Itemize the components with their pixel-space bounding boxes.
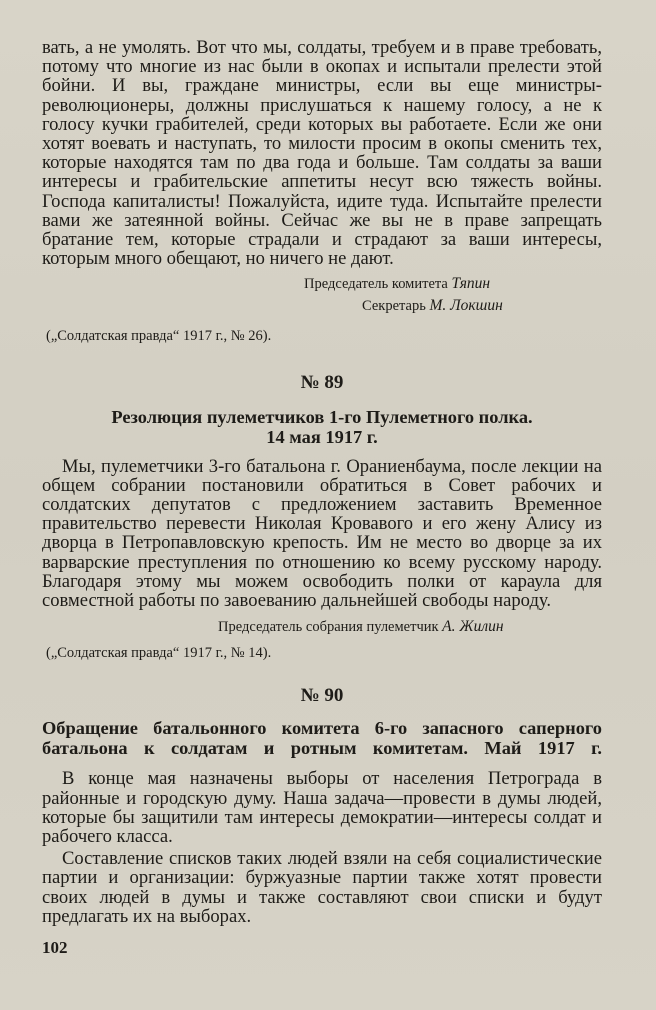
doc89-title-line2: 14 мая 1917 г. bbox=[266, 427, 378, 448]
doc89-number: № 89 bbox=[300, 372, 344, 394]
doc88-secretary-signature bbox=[42, 295, 602, 317]
doc89-chair-name: А. Жилин bbox=[442, 618, 504, 636]
doc88-chair-name: Тяпин bbox=[451, 275, 491, 293]
doc89-chair-signature bbox=[42, 616, 602, 638]
doc90-title: Обращение батальонного комитета 6-го запасного саперного батальона к солдатам и ротным комитетам. Май 1917 г. bbox=[42, 718, 602, 758]
doc89-paragraph: Мы, пулеметчики 3-го батальона г. Ораниенбаума, после лекции на общем собрании постановили обратиться в Совет рабочих и солдатских депутатов с предложением заставить Временное правительство перевести Николая Кровавого и его жену Алису из дворца в Петропавловскую крепость. Им не место во дворце за их варварские преступления по отношению ко всему русскому народу. Благодаря этому мы можем освободить полки от караула для совместной работы по завоеванию дальнейшей свободы народу. bbox=[42, 455, 602, 612]
doc88-chair-signature bbox=[42, 273, 602, 295]
doc90-number: № 90 bbox=[300, 685, 344, 707]
doc90-paragraph-1: В конце мая назначены выборы от населения Петрограда в районные и городскую думу. Наша задача—провести в думы людей, которые бы защитили там интересы демократии—интересы солдат и рабочего класса. bbox=[42, 768, 602, 848]
doc88-secretary-name: М. Локшин bbox=[429, 297, 503, 315]
doc89-source: („Солдатская правда“ 1917 г., № 14). bbox=[46, 645, 272, 662]
doc88-end-paragraph: вать, а не умолять. Вот что мы, солдаты, требуем и в праве требовать, потому что многие из нас были в окопах и испытали прелести этой бойни. И вы, граждане министры, если вы еще министры-революционеры, должны прислушаться к нашему голосу, а не к голосу кучки грабителей, среди которых вы работаете. Если же они хотят воевать и наступать, то милости просим в окопы сменить тех, которые находятся там по два года и больше. Там солдаты за ваши интересы и грабительские аппетиты несут всю тяжесть войны. Господа капиталисты! Пожалуйста, идите туда. Испытайте прелести вами же затеянной войны. Сейчас же вы не в праве запрещать братание тем, которые страдали и страдают за ваши интересы, которым много обещают, но ничего не дают. bbox=[42, 37, 602, 270]
doc90-paragraph-2: Составление списков таких людей взяли на себя социалистические партии и организации: буржуазные партии также хотят провести своих людей в думы и также составляют свои списки и будут предлагать их на выборах. bbox=[42, 848, 602, 927]
doc89-chair-role: Председатель собрания пулеметчик bbox=[218, 619, 439, 636]
page-number: 102 bbox=[42, 938, 68, 957]
doc88-chair-role: Председатель комитета bbox=[304, 276, 448, 293]
doc88-secretary-role: Секретарь bbox=[362, 298, 426, 315]
text-column bbox=[42, 38, 602, 926]
doc89-title bbox=[42, 408, 602, 447]
doc89-title-line1: Резолюция пулеметчиков 1-го Пулеметного полка. bbox=[111, 407, 533, 428]
doc88-source: („Солдатская правда“ 1917 г., № 26). bbox=[46, 328, 272, 345]
